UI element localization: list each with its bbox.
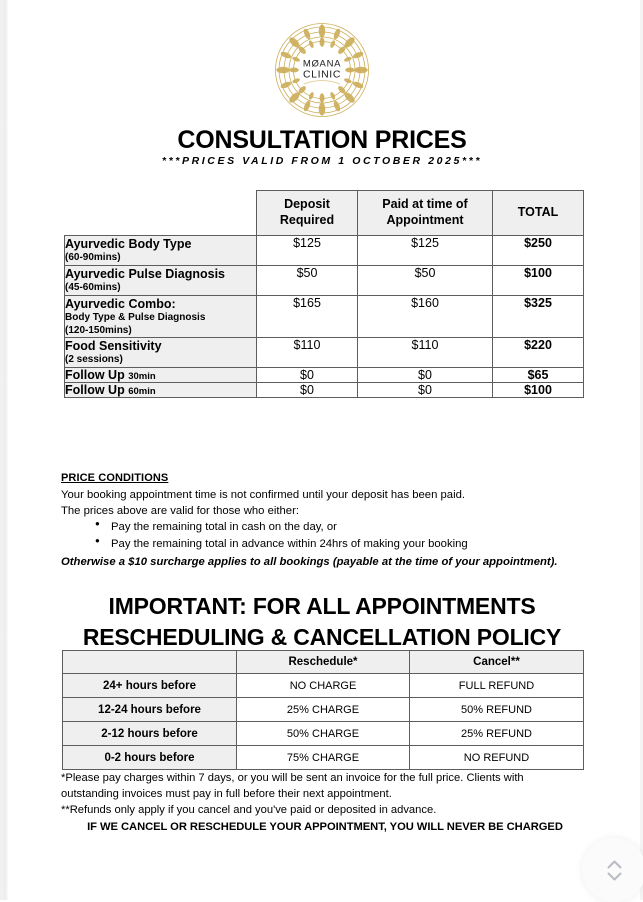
table-row — [63, 722, 584, 746]
policy-reschedule-value: 50% CHARGE — [237, 722, 410, 746]
paid-amount: $0 — [358, 368, 493, 383]
policy-reschedule-value: NO CHARGE — [237, 674, 410, 698]
service-duration: 60min — [128, 386, 156, 398]
policy-timeframe: 2-12 hours before — [63, 722, 237, 746]
deposit-amount: $110 — [257, 338, 358, 368]
price-table-corner-blank — [65, 191, 257, 236]
price-table-header-row — [65, 191, 584, 236]
price-col-deposit-line2: Required — [279, 212, 335, 227]
policy-footnotes — [61, 770, 589, 835]
logo-mandala — [274, 22, 370, 118]
important-heading-line-1: IMPORTANT: FOR ALL APPOINTMENTS — [108, 593, 536, 619]
policy-col-cancel: Cancel** — [410, 651, 584, 674]
chevron-up-icon[interactable] — [607, 860, 622, 869]
logo-line-2: CLINIC — [302, 68, 342, 81]
deposit-amount: $0 — [257, 368, 358, 383]
footnote-emphasis: IF WE CANCEL OR RESCHEDULE YOUR APPOINTMENT, YOU WILL NEVER BE CHARGED — [87, 821, 563, 834]
service-cell — [65, 236, 257, 266]
price-conditions-bullets — [61, 519, 586, 553]
table-row — [65, 383, 584, 398]
total-amount: $250 — [493, 236, 584, 266]
policy-col-blank — [63, 651, 237, 674]
deposit-amount: $125 — [257, 236, 358, 266]
price-conditions-line-1: Your booking appointment time is not confirmed until your deposit has been paid. — [61, 488, 466, 501]
price-col-deposit — [257, 191, 358, 236]
footnote-line-1: *Please pay charges within 7 days, or you will be sent an invoice for the full price. Clients with — [61, 772, 524, 784]
table-row — [63, 746, 584, 770]
price-conditions-block — [61, 470, 586, 570]
service-duration: (2 sessions) — [65, 354, 123, 366]
list-item: ● Pay the remaining total in cash on the day, or — [95, 519, 586, 536]
deposit-amount: $50 — [257, 266, 358, 296]
page-nav-fab[interactable] — [582, 838, 643, 902]
total-amount: $220 — [493, 338, 584, 368]
footnote-line-2: outstanding invoices must pay in full before their next appointment. — [61, 788, 392, 801]
policy-timeframe: 0-2 hours before — [63, 746, 237, 770]
footnote-line-3: **Refunds only apply if you cancel and you've paid or deposited in advance. — [61, 804, 437, 817]
price-col-paid-line2: Appointment — [386, 212, 464, 227]
table-row — [63, 674, 584, 698]
price-col-total: TOTAL — [493, 191, 584, 236]
cancellation-policy-table — [62, 650, 584, 770]
service-duration: (120-150mins) — [65, 324, 132, 336]
service-detail: Body Type & Pulse Diagnosis — [65, 311, 206, 323]
service-cell — [65, 266, 257, 296]
paid-amount: $50 — [358, 266, 493, 296]
table-row — [65, 295, 584, 338]
table-row — [63, 698, 584, 722]
policy-table-header-row — [63, 651, 584, 674]
policy-cancel-value: 50% REFUND — [410, 698, 584, 722]
policy-reschedule-value: 25% CHARGE — [237, 698, 410, 722]
price-conditions-heading: PRICE CONDITIONS — [61, 472, 169, 484]
policy-cancel-value: 25% REFUND — [410, 722, 584, 746]
price-col-paid — [358, 191, 493, 236]
service-duration: 30min — [128, 371, 156, 383]
table-row — [65, 266, 584, 296]
policy-cancel-value: FULL REFUND — [410, 674, 584, 698]
table-row — [65, 368, 584, 383]
paid-amount: $0 — [358, 383, 493, 398]
deposit-amount: $165 — [257, 295, 358, 338]
service-cell — [65, 383, 257, 398]
chevron-down-icon[interactable] — [607, 872, 622, 881]
service-name: Follow Up — [65, 368, 129, 383]
service-cell — [65, 368, 257, 383]
table-row — [65, 338, 584, 368]
price-col-deposit-line1: Deposit — [284, 197, 330, 211]
policy-timeframe: 24+ hours before — [63, 674, 237, 698]
price-col-paid-line1: Paid at time of — [382, 197, 468, 211]
mandala-icon — [274, 22, 370, 118]
page-title: CONSULTATION PRICES — [177, 126, 467, 154]
service-name: Ayurvedic Pulse Diagnosis — [65, 267, 226, 282]
service-duration: (60-90mins) — [65, 252, 121, 264]
service-duration: (45-60mins) — [65, 282, 121, 294]
deposit-amount: $0 — [257, 383, 358, 398]
total-amount: $100 — [493, 383, 584, 398]
service-name: Ayurvedic Combo: — [65, 296, 176, 311]
policy-cancel-value: NO REFUND — [410, 746, 584, 770]
total-amount: $325 — [493, 295, 584, 338]
page-subtitle: ***PRICES VALID FROM 1 OCTOBER 2025*** — [161, 155, 483, 167]
policy-col-reschedule: Reschedule* — [237, 651, 410, 674]
service-cell — [65, 295, 257, 338]
policy-reschedule-value: 75% CHARGE — [237, 746, 410, 770]
price-conditions-footer: Otherwise a $10 surcharge applies to all bookings (payable at the time of your appointment). — [61, 555, 558, 568]
important-heading-line-2: RESCHEDULING & CANCELLATION POLICY — [82, 623, 562, 650]
table-row — [65, 236, 584, 266]
service-name: Ayurvedic Body Type — [65, 237, 192, 252]
total-amount: $100 — [493, 266, 584, 296]
policy-timeframe: 12-24 hours before — [63, 698, 237, 722]
logo-line-1: MØANA — [302, 58, 342, 70]
list-item: ● Pay the remaining total in advance within 24hrs of making your booking — [95, 536, 586, 553]
paid-amount: $125 — [358, 236, 493, 266]
paid-amount: $160 — [358, 295, 493, 338]
service-name: Follow Up — [65, 383, 129, 398]
total-amount: $65 — [493, 368, 584, 383]
service-name: Food Sensitivity — [65, 339, 162, 354]
paid-amount: $110 — [358, 338, 493, 368]
price-conditions-line-2: The prices above are valid for those who either: — [61, 504, 299, 517]
consultation-price-table — [64, 190, 584, 398]
clinic-logo — [4, 22, 640, 118]
important-policy-heading — [4, 591, 640, 652]
service-cell — [65, 338, 257, 368]
